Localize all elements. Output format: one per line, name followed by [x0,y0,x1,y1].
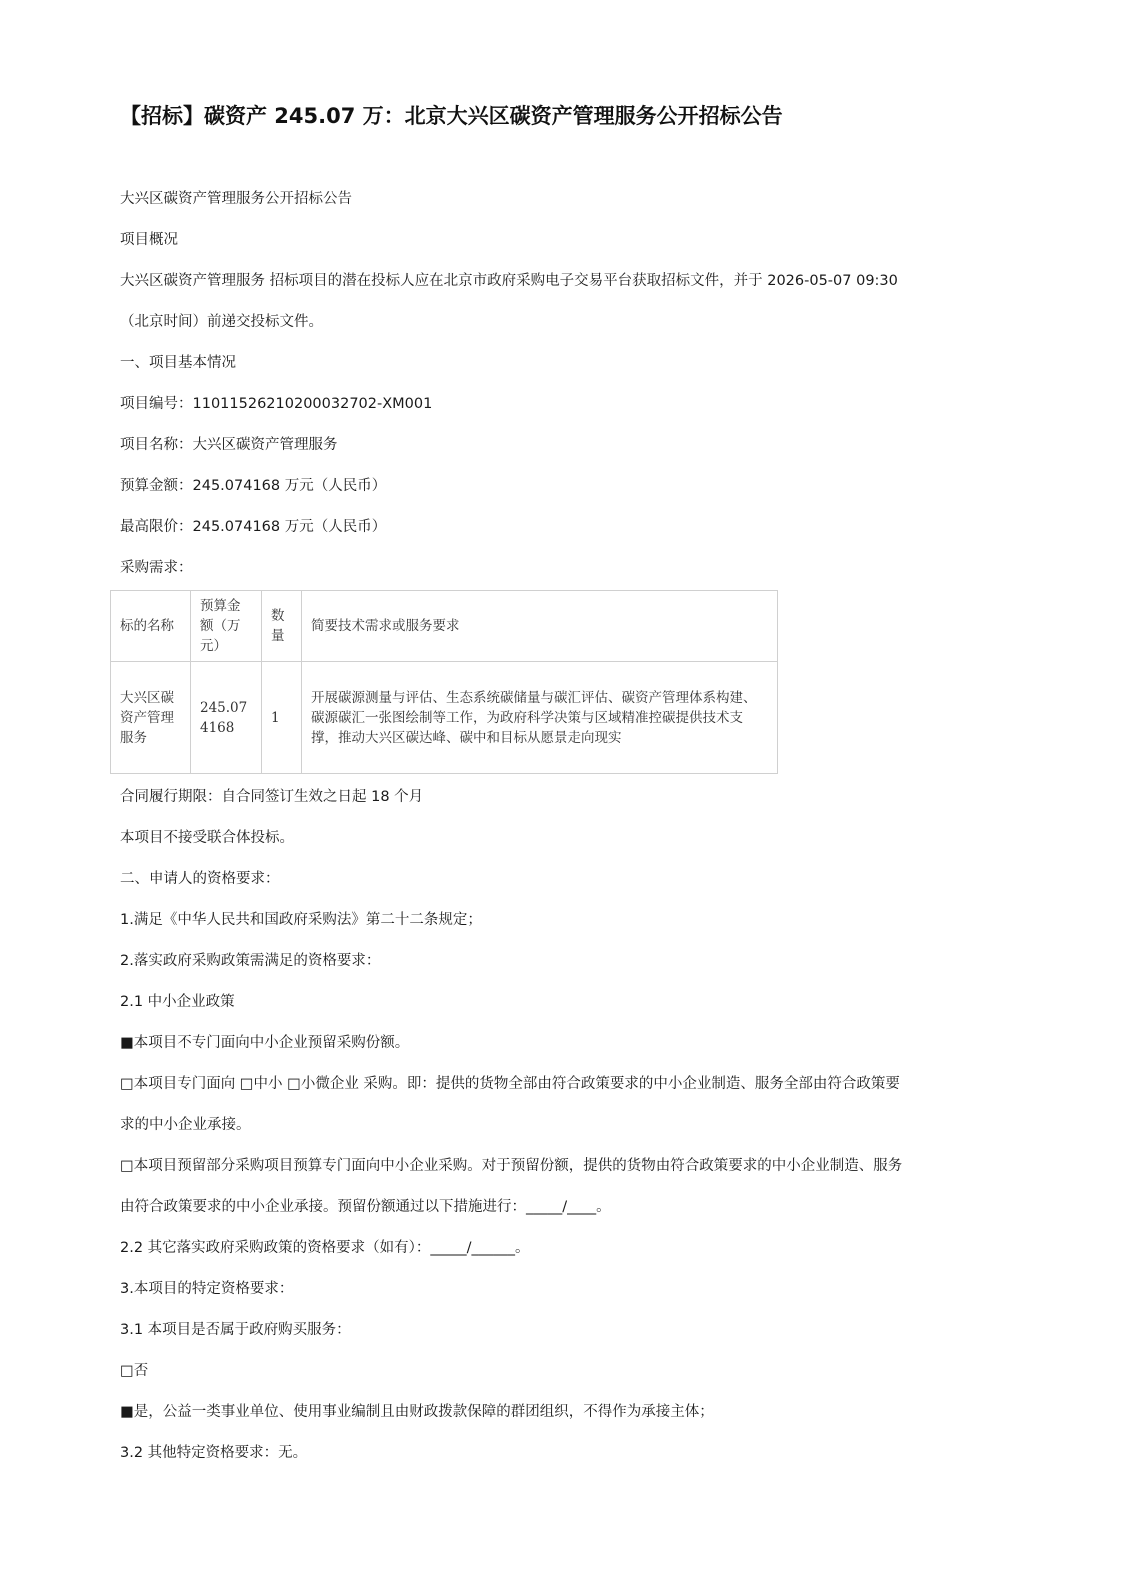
header-budget: 预算金额（万元） [191,591,262,662]
budget-amount: 预算金额：245.074168 万元（人民币） [120,478,387,494]
sme-option-3-line2: 由符合政策要求的中小企业承接。预留份额通过以下措施进行：_____/____。 [120,1199,611,1215]
sme-option-2-line2: 求的中小企业承接。 [120,1117,251,1133]
max-price: 最高限价：245.074168 万元（人民币） [120,519,387,535]
qualification-1: 1.满足《中华人民共和国政府采购法》第二十二条规定； [120,912,482,928]
overview-heading: 项目概况 [120,232,178,248]
special-qualifications-heading: 3.本项目的特定资格要求： [120,1281,294,1297]
qualification-2: 2.落实政府采购政策需满足的资格要求： [120,953,381,969]
requirements-table [110,590,778,774]
overview-text-line1: 大兴区碳资产管理服务 招标项目的潜在投标人应在北京市政府采购电子交易平台获取招标文件，并于 2026-05-07 09:30 [120,273,898,289]
cell-item-name: 大兴区碳资产管理服务 [111,662,191,774]
project-name: 项目名称：大兴区碳资产管理服务 [120,437,338,453]
section-heading-qualifications: 二、申请人的资格要求： [120,871,280,887]
requirements-table-container [110,590,778,774]
table-row [111,662,778,774]
header-quantity: 数量 [262,591,302,662]
cell-quantity: 1 [262,662,302,774]
cell-description: 开展碳源测量与评估、生态系统碳储量与碳汇评估、碳资产管理体系构建、碳源碳汇一张图绘制等工作，为政府科学决策与区域精准控碳提供技术支撑，推动大兴区碳达峰、碳中和目标从愿景走向现实 [302,662,778,774]
contract-period: 合同履行期限：自合同签订生效之日起 18 个月 [120,789,424,805]
gov-purchase-question: 3.1 本项目是否属于政府购买服务： [120,1322,351,1338]
other-policy-requirements: 2.2 其它落实政府采购政策的资格要求（如有）：_____/______。 [120,1240,530,1256]
sme-option-3-line1: □本项目预留部分采购项目预算专门面向中小企业采购。对于预留份额，提供的货物由符合政策要求的中小企业制造、服务 [120,1158,903,1174]
overview-text-line2: （北京时间）前递交投标文件。 [120,314,323,330]
requirements-label: 采购需求： [120,560,193,576]
project-number: 项目编号：11011526210200032702-XM001 [120,396,433,412]
section-heading-basic-info: 一、项目基本情况 [120,355,236,371]
page-title: 【招标】碳资产 245.07 万：北京大兴区碳资产管理服务公开招标公告 [120,104,783,128]
header-item-name: 标的名称 [111,591,191,662]
gov-purchase-option-yes: ■是，公益一类事业单位、使用事业编制且由财政拨款保障的群团组织，不得作为承接主体； [120,1404,714,1420]
header-description: 简要技术需求或服务要求 [302,591,778,662]
notice-heading: 大兴区碳资产管理服务公开招标公告 [120,191,352,207]
gov-purchase-option-no: □否 [120,1363,149,1379]
sme-option-2-line1: □本项目专门面向 □中小 □小微企业 采购。即：提供的货物全部由符合政策要求的中小企业制造、服务全部由符合政策要 [120,1076,900,1092]
other-special-requirements: 3.2 其他特定资格要求：无。 [120,1445,308,1461]
cell-budget: 245.074168 [191,662,262,774]
table-header-row [111,591,778,662]
no-consortium-note: 本项目不接受联合体投标。 [120,830,294,846]
sme-policy-heading: 2.1 中小企业政策 [120,994,235,1010]
sme-option-1: ■本项目不专门面向中小企业预留采购份额。 [120,1035,410,1051]
